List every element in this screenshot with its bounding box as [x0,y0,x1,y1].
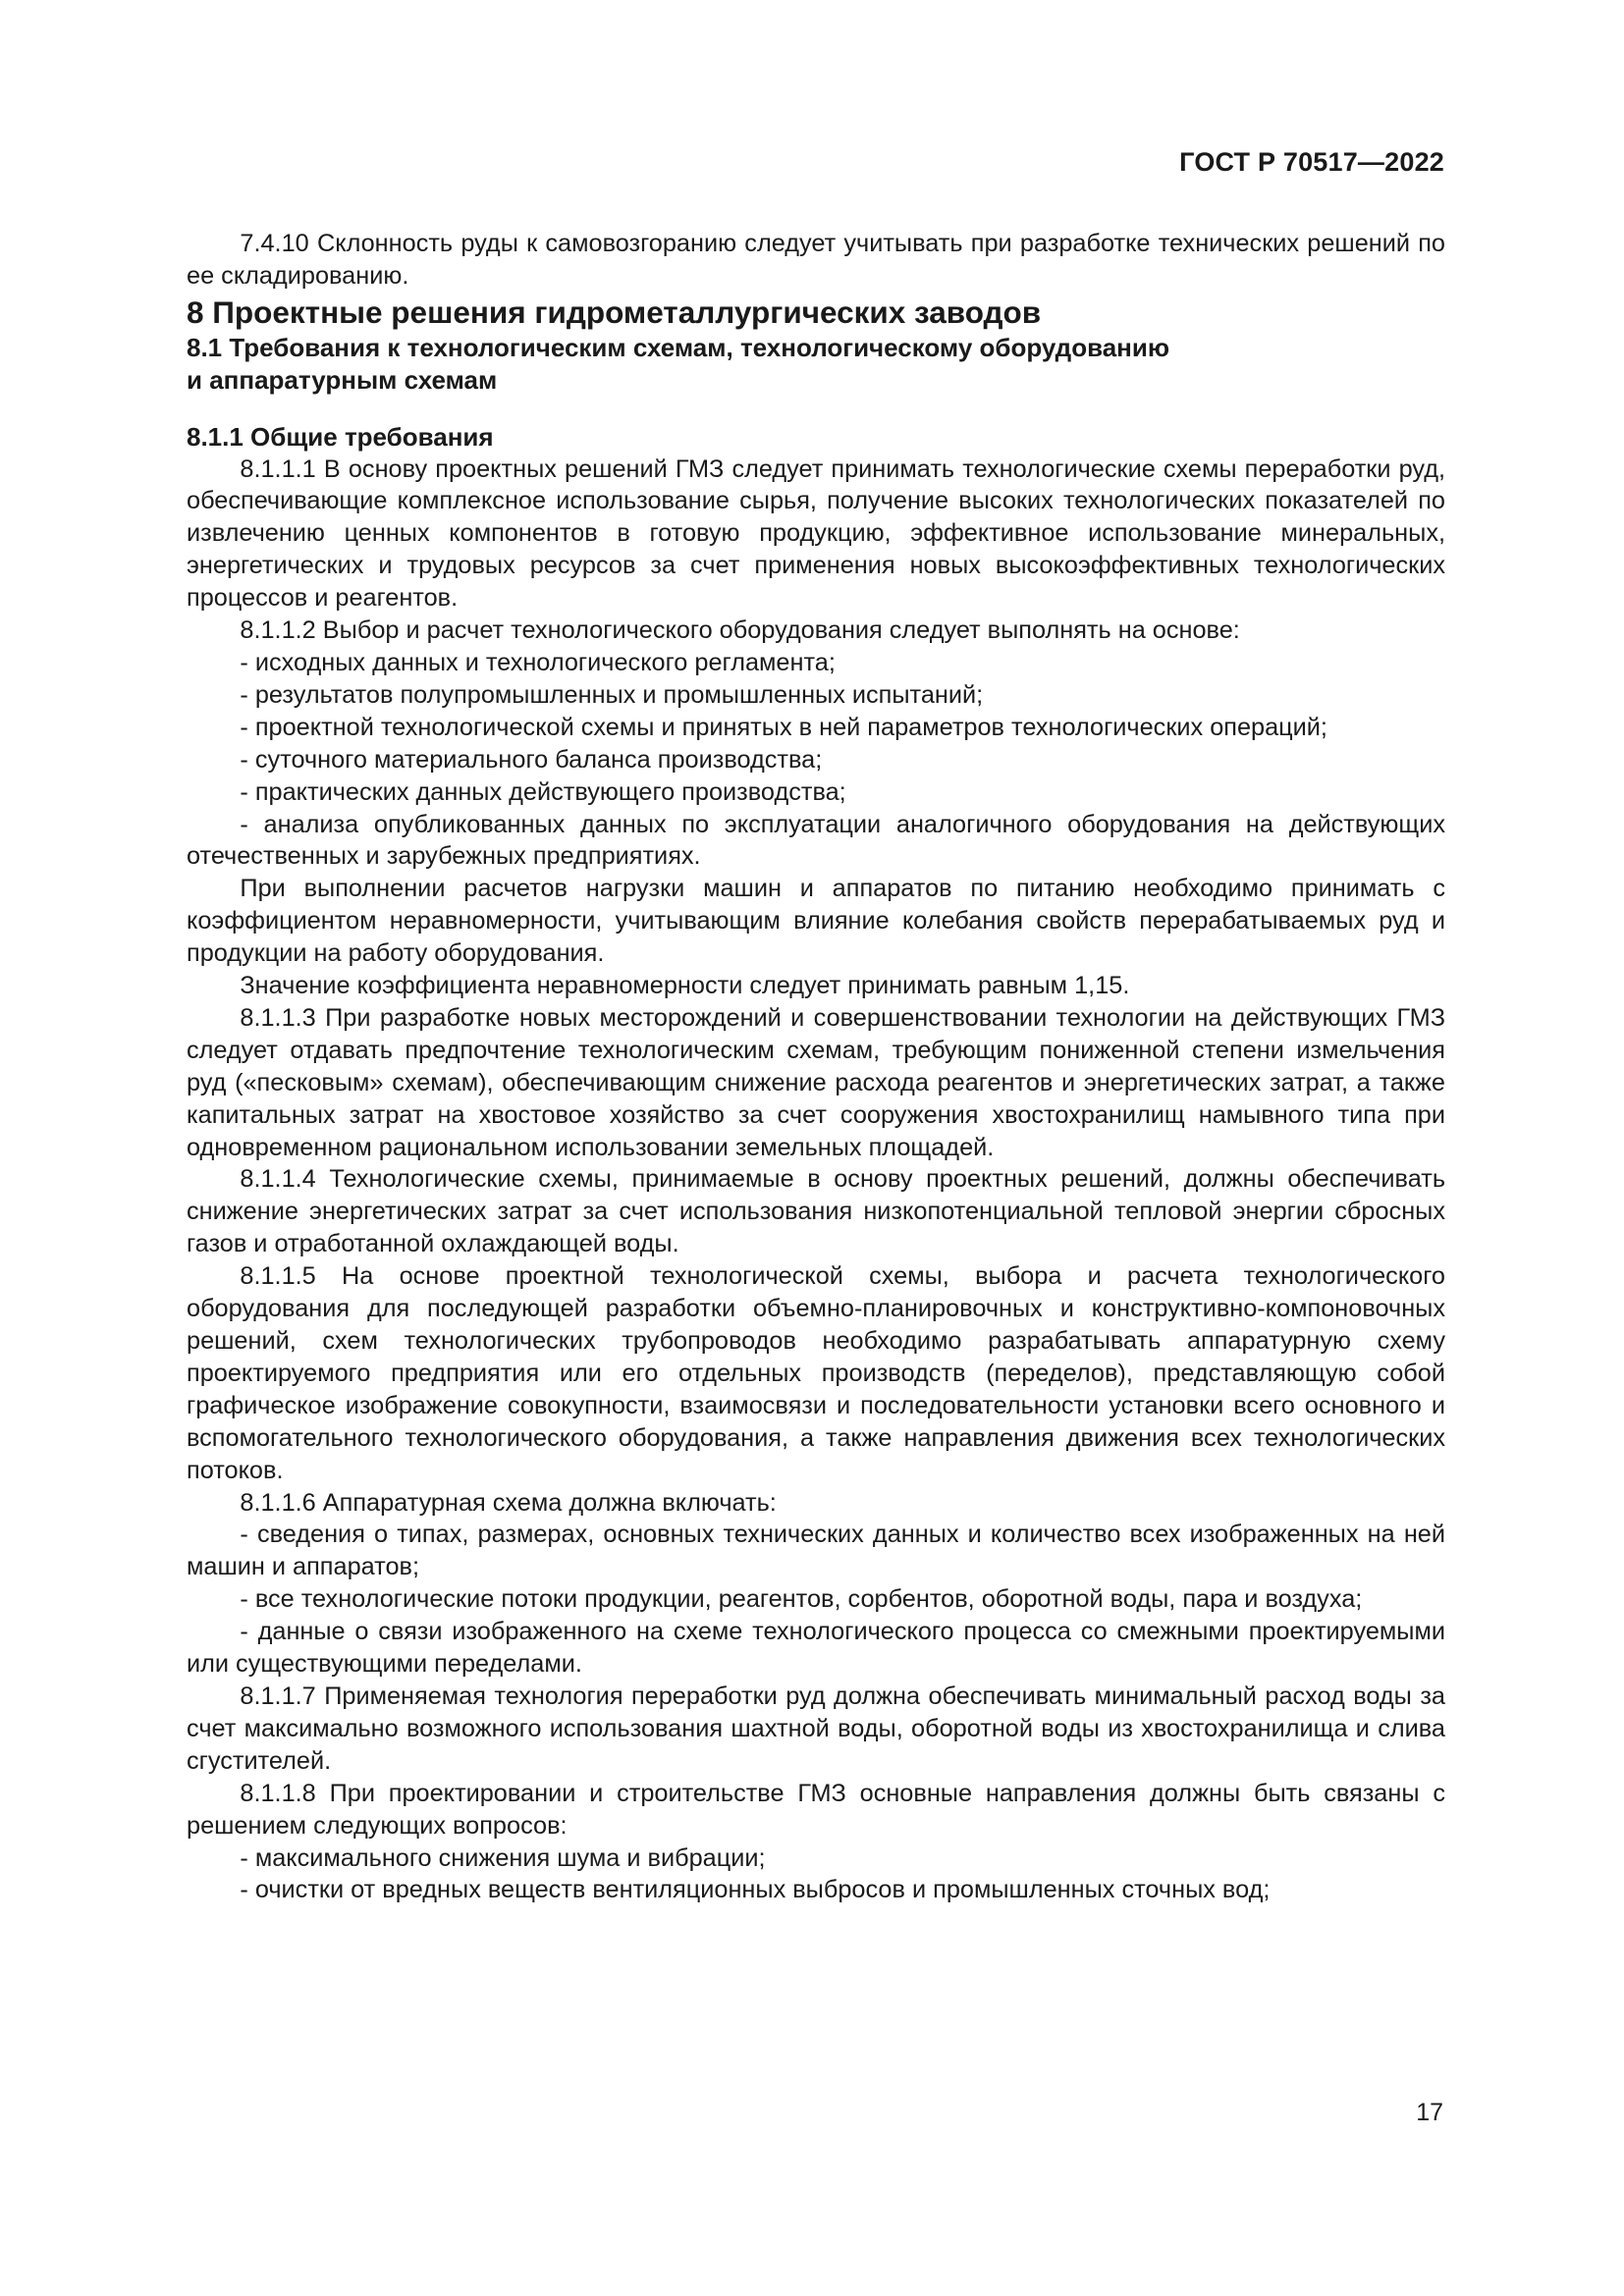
section-8-1-title-line2: и аппаратурным схемам [187,364,498,395]
list-item: - сведения о типах, размерах, основных технических данных и количество всех изображенных на ней машин и аппаратов; [187,1521,1445,1581]
paragraph-8-1-1-3: 8.1.1.3 При разработке новых месторождений и совершенствовании технологии на действующих ГМЗ следует отдавать предпочтение технологическим схемам, требующим пониженной степени измельчения руд («песковым» схемам), обеспечивающим снижение расхода реагентов и энергетических затрат, а также капитальных затрат на хвостовое хозяйство за счет сооружения хвостохранилищ намывного типа при одновременном рациональном использовании земельных площадей. [187,1003,1445,1161]
list-item: - исходных данных и технологического регламента; [240,648,836,676]
section-8-1-title-line1: 8.1 Требования к технологическим схемам, технологическому оборудованию [187,332,1170,362]
section-8-1-1-title: 8.1.1 Общие требования [187,421,494,452]
list-item: - максимального снижения шума и вибрации; [240,1843,766,1872]
page-number: 17 [1416,2099,1443,2126]
list-item: - все технологические потоки продукции, реагентов, сорбентов, оборотной воды, пара и воздуха; [240,1585,1363,1614]
paragraph-coefficient: Значение коэффициента неравномерности следует принимать равным 1,15. [240,972,1130,1000]
document-code: ГОСТ Р 70517—2022 [1179,147,1444,177]
section-8-1-title [187,332,1445,397]
section-8-title: 8 Проектные решения гидрометаллургических заводов [187,294,1042,330]
paragraph-8-1-1-8: 8.1.1.8 При проектировании и строительстве ГМЗ основные направления должны быть связаны с решением следующих вопросов: [187,1779,1445,1840]
list-item: - анализа опубликованных данных по эксплуатации аналогичного оборудования на действующих отечественных и зарубежных предприятиях. [187,810,1445,871]
page-content [187,228,1445,1906]
list-item: - практических данных действующего производства; [240,777,846,806]
list-item: - суточного материального баланса производства; [240,745,823,774]
paragraph-8-1-1-2: 8.1.1.2 Выбор и расчет технологического оборудования следует выполнять на основе: [240,616,1240,645]
paragraph-8-1-1-7: 8.1.1.7 Применяемая технология переработки руд должна обеспечивать минимальный расход воды за счет максимально возможного использования шахтной воды, оборотной воды из хвостохранилища и слива сгустителей. [187,1682,1445,1775]
paragraph-7-4-10: 7.4.10 Склонность руды к самовозгоранию следует учитывать при разработке технических решений по ее складированию. [187,230,1445,290]
paragraph-8-1-1-1: 8.1.1.1 В основу проектных решений ГМЗ следует принимать технологические схемы переработки руд, обеспечивающие комплексное использование сырья, получение высоких технологических показателей по извлечению ценных компонентов в готовую продукцию, эффективное использование минеральных, энергетических и трудовых ресурсов за счет применения новых высокоэффективных технологических процессов и реагентов. [187,454,1445,613]
list-item: - проектной технологической схемы и принятых в ней параметров технологических операций; [240,713,1327,741]
paragraph-8-1-1-5: 8.1.1.5 На основе проектной технологической схемы, выбора и расчета технологического оборудования для последующей разработки объемно-планировочных и конструктивно-компоновочных решений, схем технологических трубопроводов необходимо разрабатывать аппаратурную схему проектируемого предприятия или его отдельных производств (переделов), представляющую собой графическое изображение совокупности, взаимосвязи и последовательности установки всего основного и вспомогательного технологического оборудования, а также направления движения всех технологических потоков. [187,1262,1445,1484]
list-item: - результатов полупромышленных и промышленных испытаний; [240,680,984,709]
list-item: - очистки от вредных веществ вентиляционных выбросов и промышленных сточных вод; [240,1876,1271,1904]
paragraph-8-1-1-4: 8.1.1.4 Технологические схемы, принимаемые в основу проектных решений, должны обеспечивать снижение энергетических затрат за счет использования низкопотенциальной тепловой энергии сбросных газов и отработанной охлаждающей воды. [187,1165,1445,1258]
paragraph-8-1-1-6: 8.1.1.6 Аппаратурная схема должна включать: [240,1488,777,1517]
list-item: - данные о связи изображенного на схеме технологического процесса со смежными проектируемыми или существующими переделами. [187,1618,1445,1679]
paragraph-load: При выполнении расчетов нагрузки машин и аппаратов по питанию необходимо принимать с коэффициентом неравномерности, учитывающим влияние колебания свойств перерабатываемых руд и продукции на работу оборудования. [187,875,1445,968]
